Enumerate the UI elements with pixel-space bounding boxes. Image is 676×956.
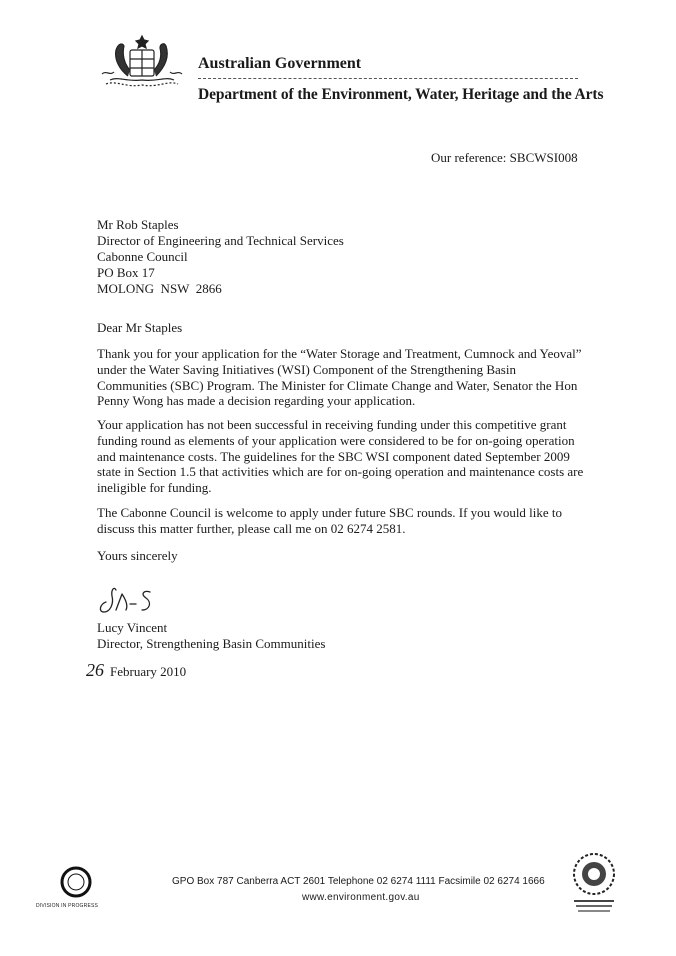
- paragraph-line: under the Water Saving Initiatives (WSI) Component of the Strengthening Basin: [97, 361, 516, 377]
- coat-of-arms-icon: [96, 30, 188, 92]
- paragraph-line: state in Section 1.5 that activities which are for on-going operation and maintenance costs are: [97, 464, 584, 480]
- paragraph-line: funding round as elements of your application were considered to be for on-going operation: [97, 432, 575, 448]
- left-logo-caption: DIVISION IN PROGRESS: [36, 903, 99, 909]
- handwritten-day: 26: [86, 660, 104, 680]
- certification-seal-icon: [566, 848, 622, 918]
- footer-address: GPO Box 787 Canberra ACT 2601 Telephone 02 6274 1111 Facsimile 02 6274 1666: [172, 876, 545, 887]
- address-line: Cabonne Council: [97, 249, 188, 264]
- paragraph-line: Your application has not been successful in receiving funding under this competitive grant: [97, 417, 567, 432]
- signatory-title: Director, Strengthening Basin Communities: [97, 635, 326, 651]
- paragraph-line: Communities (SBC) Program. The Minister for Climate Change and Water, Senator the Hon: [97, 377, 578, 393]
- body-paragraph-2: [97, 417, 584, 496]
- ring-emblem-icon: [48, 862, 104, 902]
- paragraph-line: ineligible for funding.: [97, 480, 212, 496]
- paragraph-line: discuss this matter further, please call me on 02 6274 2581.: [97, 520, 406, 536]
- paragraph-line: and maintenance costs. The guidelines for the SBC WSI component dated September 2009: [97, 448, 570, 464]
- date-month-year: February 2010: [110, 664, 187, 679]
- handwritten-signature: [92, 580, 172, 616]
- signatory-block: [97, 620, 325, 652]
- department-name: Department of the Environment, Water, Heritage and the Arts: [198, 86, 604, 103]
- address-line: PO Box 17: [97, 265, 155, 280]
- salutation: Dear Mr Staples: [97, 320, 183, 335]
- body-paragraph-1: [97, 346, 582, 409]
- address-line: Mr Rob Staples: [97, 217, 179, 232]
- header-divider: [198, 78, 578, 79]
- footer-website: www.environment.gov.au: [302, 892, 420, 903]
- recipient-address: [97, 217, 344, 297]
- signatory-name: Lucy Vincent: [97, 620, 168, 635]
- letter-date: [86, 660, 186, 681]
- paragraph-line: Penny Wong has made a decision regarding your application.: [97, 393, 416, 409]
- government-name: Australian Government: [198, 55, 362, 72]
- paragraph-line: Thank you for your application for the “Water Storage and Treatment, Cumnock and Yeoval”: [97, 346, 582, 361]
- paragraph-line: The Cabonne Council is welcome to apply under future SBC rounds. If you would like to: [97, 505, 563, 520]
- address-line: MOLONG NSW 2866: [97, 281, 222, 296]
- closing: Yours sincerely: [97, 548, 178, 563]
- address-line: Director of Engineering and Technical Services: [97, 233, 344, 248]
- body-paragraph-3: [97, 505, 577, 537]
- our-reference: Our reference: SBCWSI008: [431, 150, 578, 165]
